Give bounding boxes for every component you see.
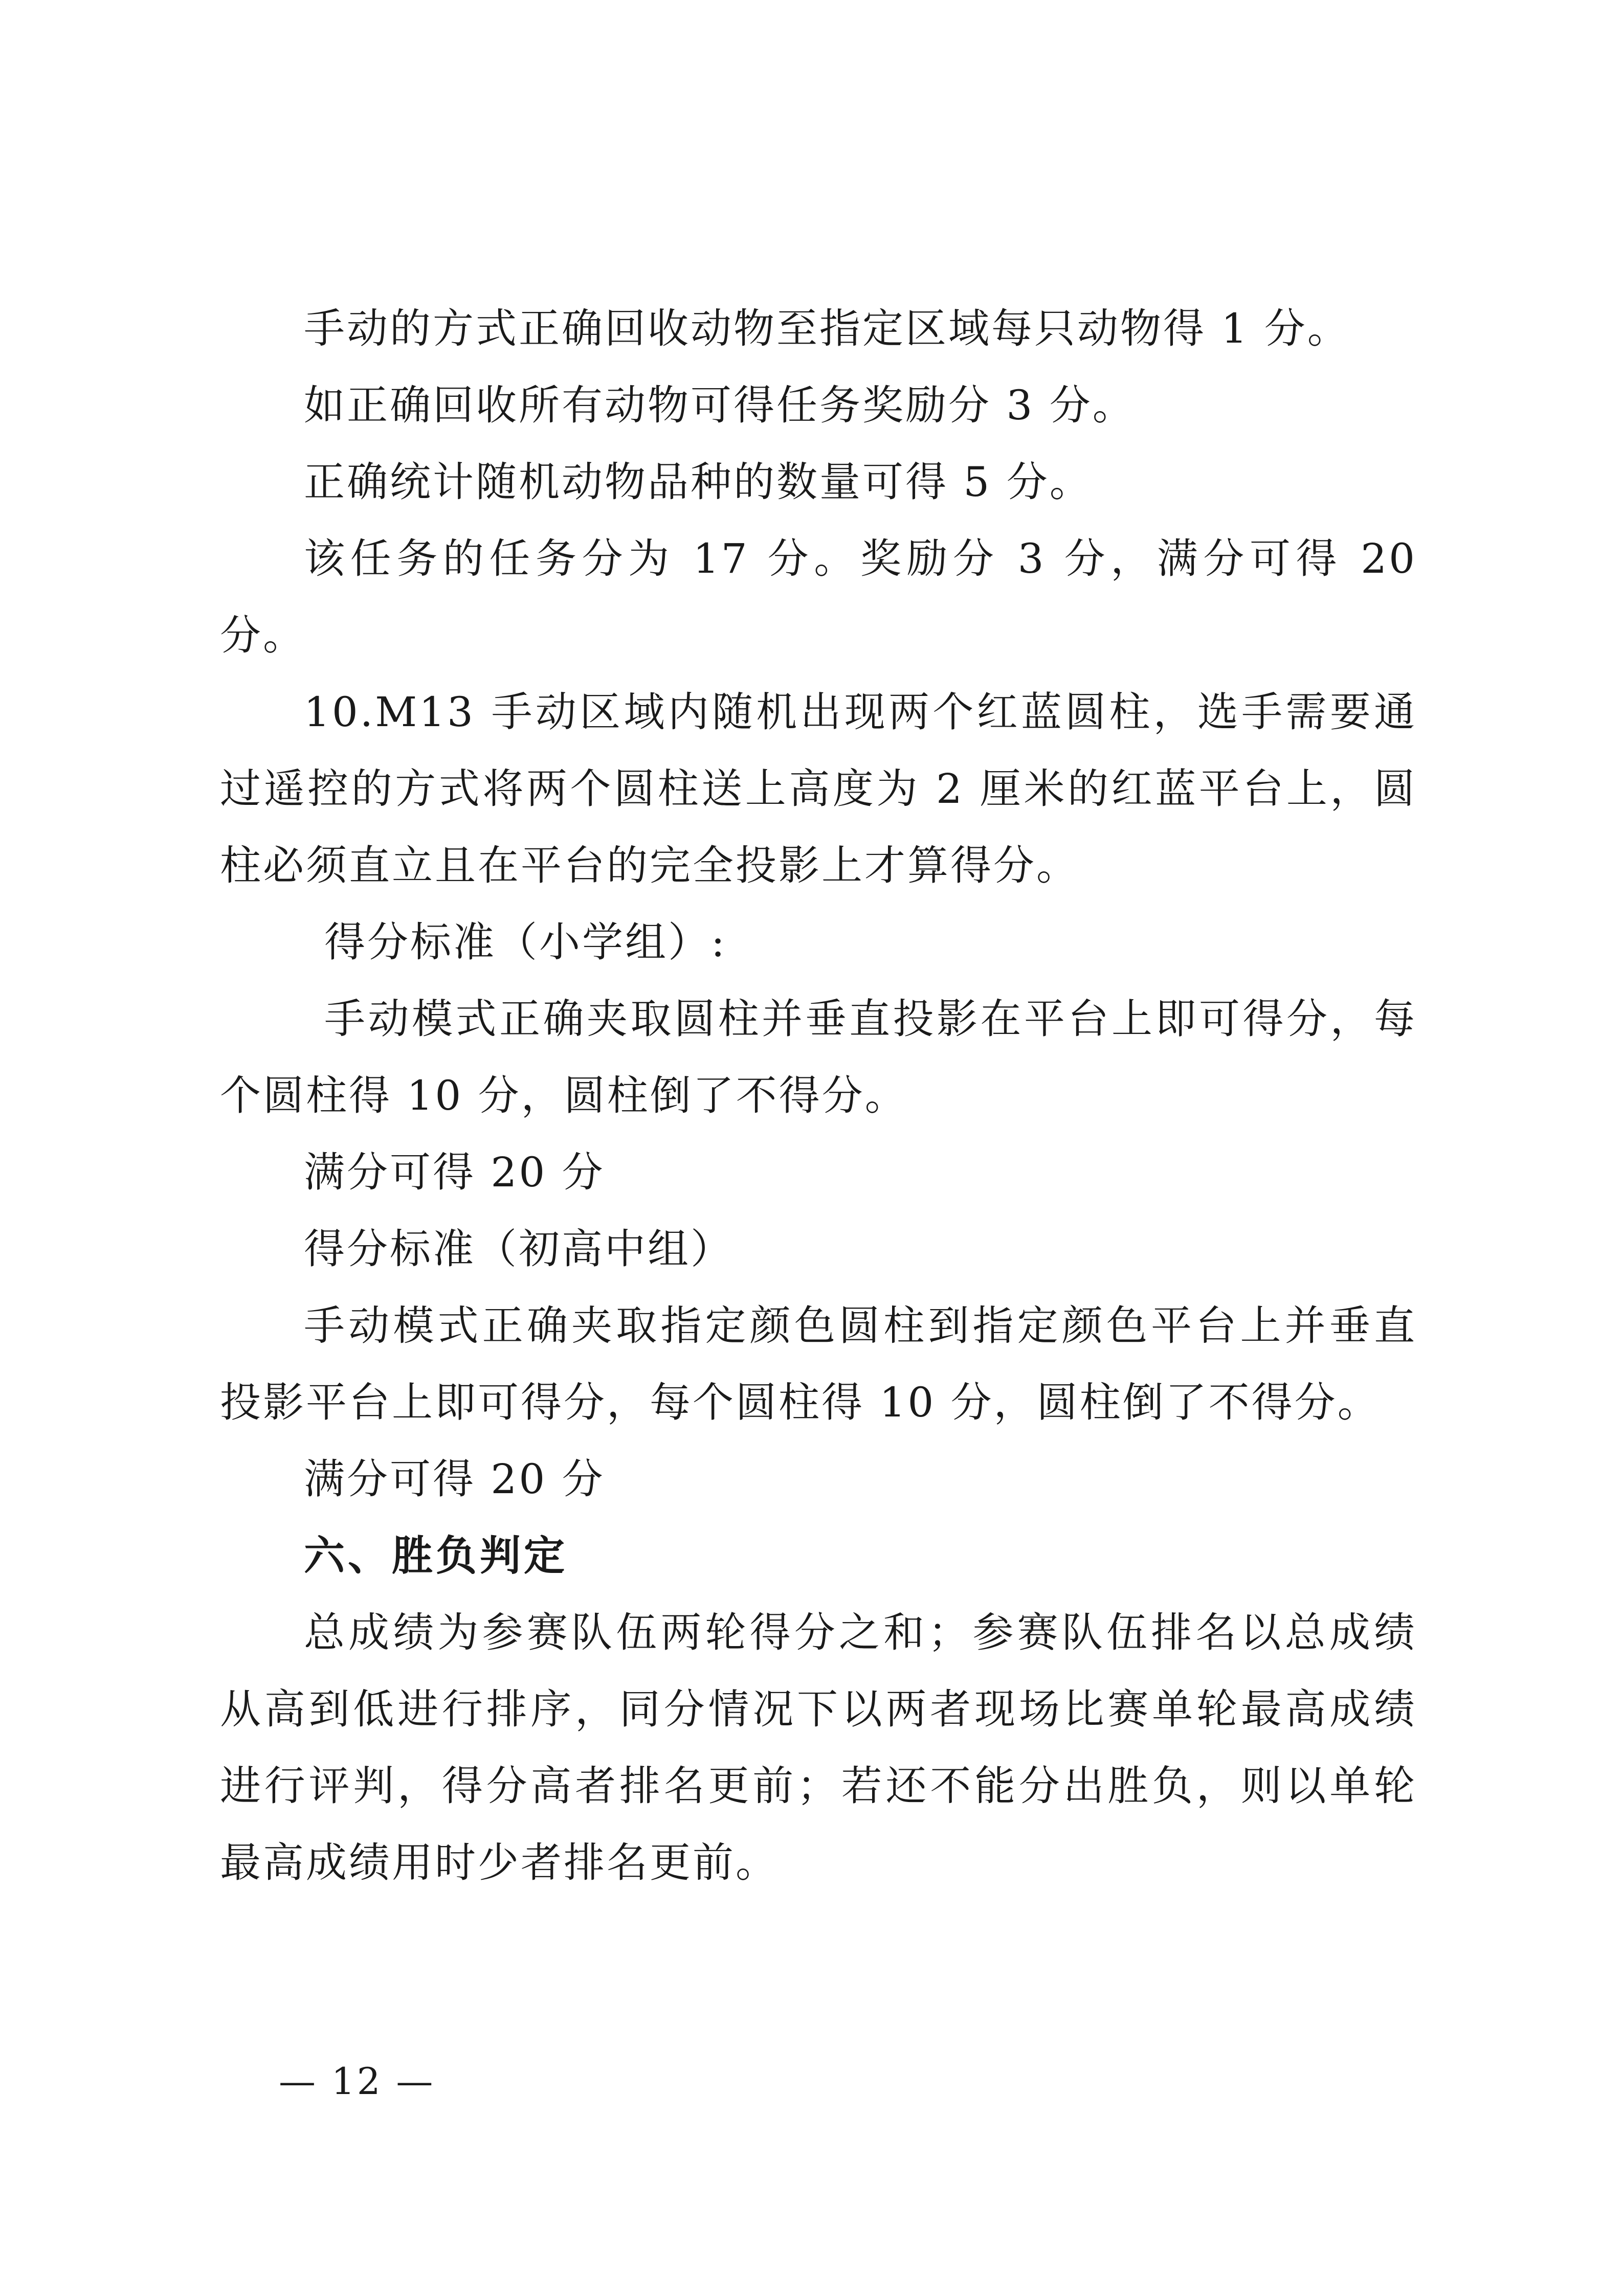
paragraph-scoring-primary-heading: 得分标准（小学组）: bbox=[324, 918, 727, 966]
paragraph-species-count: 正确统计随机动物品种的数量可得 5 分。 bbox=[304, 458, 1093, 506]
paragraph-task-total: 该任务的任务分为 17 分。奖励分 3 分，满分可得 20 分。 bbox=[220, 535, 1417, 659]
paragraph-secondary-full-score: 满分可得 20 分 bbox=[304, 1455, 605, 1503]
paragraph-scoring-primary-rule: 手动模式正确夹取圆柱并垂直投影在平台上即可得分，每个圆柱得 10 分，圆柱倒了不得分。 bbox=[220, 995, 1417, 1119]
paragraph-m13-task: 10.M13 手动区域内随机出现两个红蓝圆柱，选手需要通过遥控的方式将两个圆柱送上高度为 2 厘米的红蓝平台上，圆柱必须直立且在平台的完全投影上才算得分。 bbox=[220, 688, 1417, 889]
paragraph-scoring-secondary-rule: 手动模式正确夹取指定颜色圆柱到指定颜色平台上并垂直投影平台上即可得分，每个圆柱得 10 分，圆柱倒了不得分。 bbox=[220, 1302, 1417, 1426]
page-number: — 12 — bbox=[279, 2060, 435, 2103]
section-heading-winner-determination: 六、胜负判定 bbox=[304, 1532, 568, 1580]
paragraph-task-bonus: 如正确回收所有动物可得任务奖励分 3 分。 bbox=[304, 381, 1136, 429]
paragraph-ranking-rules: 总成绩为参赛队伍两轮得分之和；参赛队伍排名以总成绩从高到低进行排序，同分情况下以两者现场比赛单轮最高成绩进行评判，得分高者排名更前；若还不能分出胜负，则以单轮最高成绩用时少者排名更前。 bbox=[220, 1609, 1417, 1886]
paragraph-primary-full-score: 满分可得 20 分 bbox=[304, 1149, 605, 1196]
page-content bbox=[220, 290, 1417, 1901]
paragraph-scoring-secondary-heading: 得分标准（初高中组） bbox=[304, 1225, 733, 1273]
paragraph-animal-recovery: 手动的方式正确回收动物至指定区域每只动物得 1 分。 bbox=[304, 305, 1350, 352]
